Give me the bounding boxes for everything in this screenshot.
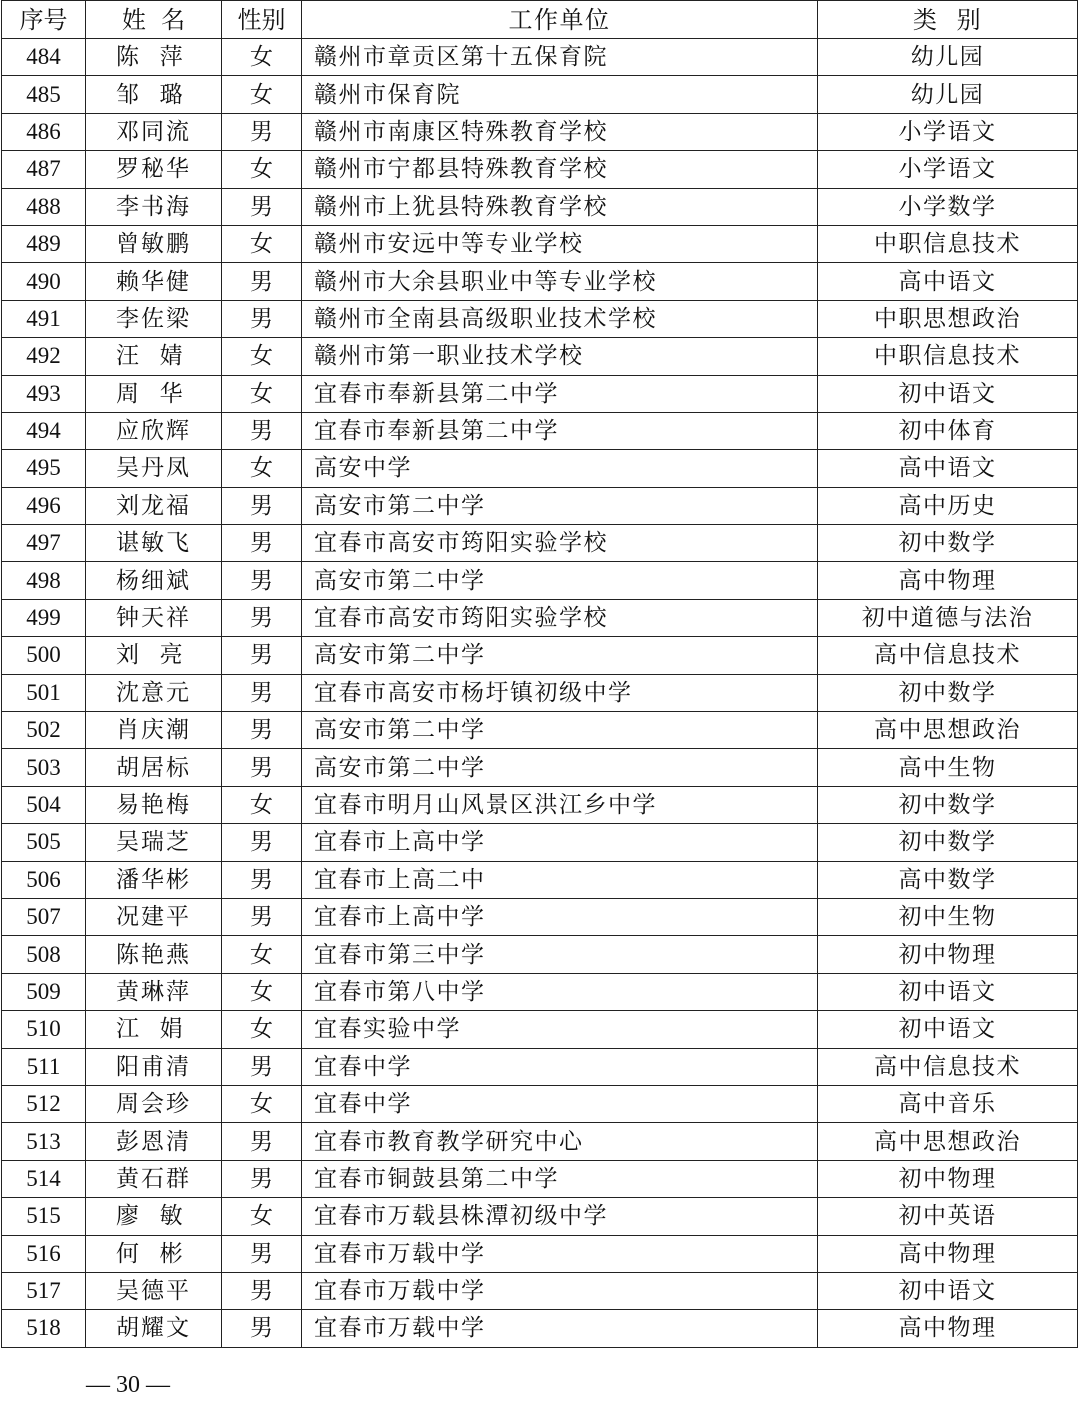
cell-name: 邓同流	[86, 113, 222, 150]
cell-no: 487	[2, 151, 86, 188]
table-row	[2, 637, 1078, 674]
cell-unit: 宜春市上高中学	[302, 824, 818, 861]
table-row	[2, 487, 1078, 524]
cell-name: 吴瑞芝	[86, 824, 222, 861]
table-row	[2, 824, 1078, 861]
cell-unit: 高安市第二中学	[302, 749, 818, 786]
cell-gender: 男	[222, 1160, 302, 1197]
cell-no: 489	[2, 225, 86, 262]
cell-unit: 赣州市第一职业技术学校	[302, 338, 818, 375]
cell-gender: 女	[222, 1011, 302, 1048]
cell-gender: 女	[222, 225, 302, 262]
table-row	[2, 338, 1078, 375]
cell-no: 507	[2, 898, 86, 935]
table-row	[2, 412, 1078, 449]
table-row	[2, 786, 1078, 823]
cell-name: 彭恩清	[86, 1123, 222, 1160]
cell-no: 511	[2, 1048, 86, 1085]
cell-no: 516	[2, 1235, 86, 1272]
cell-gender: 男	[222, 749, 302, 786]
cell-name: 汪 婧	[86, 338, 222, 375]
cell-no: 513	[2, 1123, 86, 1160]
table-row	[2, 525, 1078, 562]
cell-name: 沈意元	[86, 674, 222, 711]
table-row	[2, 1123, 1078, 1160]
cell-unit: 宜春市高安市筠阳实验学校	[302, 599, 818, 636]
cell-category: 高中物理	[818, 1310, 1078, 1347]
cell-category: 初中数学	[818, 674, 1078, 711]
cell-no: 491	[2, 300, 86, 337]
cell-no: 500	[2, 637, 86, 674]
cell-category: 初中语文	[818, 375, 1078, 412]
cell-gender: 女	[222, 151, 302, 188]
table-row	[2, 712, 1078, 749]
cell-unit: 宜春市万载中学	[302, 1272, 818, 1309]
cell-unit: 赣州市大余县职业中等专业学校	[302, 263, 818, 300]
cell-gender: 男	[222, 674, 302, 711]
cell-gender: 男	[222, 861, 302, 898]
cell-name: 刘 亮	[86, 637, 222, 674]
cell-no: 498	[2, 562, 86, 599]
cell-no: 502	[2, 712, 86, 749]
table-body	[2, 39, 1078, 1348]
cell-name: 周 华	[86, 375, 222, 412]
cell-category: 中职思想政治	[818, 300, 1078, 337]
cell-category: 高中信息技术	[818, 1048, 1078, 1085]
cell-gender: 男	[222, 300, 302, 337]
table-row	[2, 674, 1078, 711]
cell-category: 小学语文	[818, 151, 1078, 188]
cell-category: 初中体育	[818, 412, 1078, 449]
cell-gender: 男	[222, 712, 302, 749]
table-row	[2, 188, 1078, 225]
table-row	[2, 973, 1078, 1010]
cell-gender: 女	[222, 338, 302, 375]
cell-gender: 女	[222, 450, 302, 487]
cell-category: 初中语文	[818, 1272, 1078, 1309]
table-row	[2, 375, 1078, 412]
cell-gender: 男	[222, 824, 302, 861]
cell-no: 490	[2, 263, 86, 300]
cell-no: 484	[2, 39, 86, 76]
cell-name: 赖华健	[86, 263, 222, 300]
cell-no: 517	[2, 1272, 86, 1309]
cell-category: 初中生物	[818, 898, 1078, 935]
cell-unit: 高安市第二中学	[302, 637, 818, 674]
cell-name: 罗秘华	[86, 151, 222, 188]
cell-category: 高中生物	[818, 749, 1078, 786]
cell-unit: 宜春市高安市杨圩镇初级中学	[302, 674, 818, 711]
cell-category: 幼儿园	[818, 39, 1078, 76]
cell-gender: 男	[222, 562, 302, 599]
cell-name: 廖 敏	[86, 1198, 222, 1235]
cell-no: 493	[2, 375, 86, 412]
cell-category: 幼儿园	[818, 76, 1078, 113]
cell-unit: 宜春市上高中学	[302, 898, 818, 935]
table-row	[2, 1085, 1078, 1122]
cell-no: 506	[2, 861, 86, 898]
cell-unit: 宜春市万载中学	[302, 1310, 818, 1347]
table-row	[2, 749, 1078, 786]
cell-name: 易艳梅	[86, 786, 222, 823]
cell-unit: 赣州市宁都县特殊教育学校	[302, 151, 818, 188]
table-row	[2, 1198, 1078, 1235]
cell-unit: 赣州市章贡区第十五保育院	[302, 39, 818, 76]
cell-gender: 男	[222, 263, 302, 300]
cell-no: 512	[2, 1085, 86, 1122]
roster-table	[1, 0, 1078, 1348]
cell-gender: 男	[222, 188, 302, 225]
cell-name: 应欣辉	[86, 412, 222, 449]
cell-no: 485	[2, 76, 86, 113]
cell-no: 499	[2, 599, 86, 636]
cell-gender: 男	[222, 898, 302, 935]
cell-name: 潘华彬	[86, 861, 222, 898]
header-category: 类 别	[818, 1, 1078, 39]
header-gender: 性别	[222, 1, 302, 39]
table-row	[2, 225, 1078, 262]
cell-no: 495	[2, 450, 86, 487]
cell-gender: 男	[222, 113, 302, 150]
cell-unit: 宜春市第八中学	[302, 973, 818, 1010]
cell-gender: 男	[222, 1123, 302, 1160]
cell-gender: 女	[222, 1198, 302, 1235]
cell-gender: 男	[222, 1272, 302, 1309]
cell-unit: 宜春市铜鼓县第二中学	[302, 1160, 818, 1197]
cell-unit: 赣州市全南县高级职业技术学校	[302, 300, 818, 337]
cell-name: 陈 萍	[86, 39, 222, 76]
cell-name: 李书海	[86, 188, 222, 225]
cell-name: 何 彬	[86, 1235, 222, 1272]
cell-no: 509	[2, 973, 86, 1010]
table-row	[2, 300, 1078, 337]
cell-name: 吴丹凤	[86, 450, 222, 487]
table-row	[2, 1310, 1078, 1347]
table-row	[2, 936, 1078, 973]
table-row	[2, 1048, 1078, 1085]
cell-category: 高中物理	[818, 1235, 1078, 1272]
cell-unit: 赣州市保育院	[302, 76, 818, 113]
table-row	[2, 1011, 1078, 1048]
cell-no: 503	[2, 749, 86, 786]
table-row	[2, 39, 1078, 76]
table-row	[2, 898, 1078, 935]
table-row	[2, 76, 1078, 113]
cell-no: 515	[2, 1198, 86, 1235]
cell-unit: 宜春市万载县株潭初级中学	[302, 1198, 818, 1235]
cell-no: 488	[2, 188, 86, 225]
cell-unit: 赣州市安远中等专业学校	[302, 225, 818, 262]
cell-category: 高中语文	[818, 450, 1078, 487]
table-row	[2, 562, 1078, 599]
table-row	[2, 263, 1078, 300]
cell-unit: 赣州市南康区特殊教育学校	[302, 113, 818, 150]
cell-no: 497	[2, 525, 86, 562]
table-header-row	[2, 1, 1078, 39]
cell-name: 钟天祥	[86, 599, 222, 636]
cell-category: 初中物理	[818, 936, 1078, 973]
cell-name: 曾敏鹏	[86, 225, 222, 262]
cell-category: 小学语文	[818, 113, 1078, 150]
page-number: — 30 —	[86, 1372, 170, 1398]
cell-category: 初中物理	[818, 1160, 1078, 1197]
cell-no: 514	[2, 1160, 86, 1197]
cell-category: 小学数学	[818, 188, 1078, 225]
cell-category: 初中数学	[818, 824, 1078, 861]
cell-no: 496	[2, 487, 86, 524]
cell-unit: 高安市第二中学	[302, 487, 818, 524]
cell-category: 中职信息技术	[818, 225, 1078, 262]
cell-unit: 宜春市奉新县第二中学	[302, 412, 818, 449]
cell-category: 初中数学	[818, 786, 1078, 823]
cell-name: 谌敏飞	[86, 525, 222, 562]
cell-category: 高中信息技术	[818, 637, 1078, 674]
cell-category: 高中数学	[818, 861, 1078, 898]
cell-category: 高中语文	[818, 263, 1078, 300]
table-row	[2, 450, 1078, 487]
table-row	[2, 1235, 1078, 1272]
cell-gender: 女	[222, 1085, 302, 1122]
cell-category: 初中语文	[818, 973, 1078, 1010]
table-row	[2, 1272, 1078, 1309]
cell-no: 501	[2, 674, 86, 711]
cell-unit: 宜春市明月山风景区洪江乡中学	[302, 786, 818, 823]
table-row	[2, 861, 1078, 898]
cell-name: 江 娟	[86, 1011, 222, 1048]
cell-category: 高中历史	[818, 487, 1078, 524]
cell-gender: 女	[222, 786, 302, 823]
cell-name: 吴德平	[86, 1272, 222, 1309]
cell-name: 李佐梁	[86, 300, 222, 337]
cell-no: 494	[2, 412, 86, 449]
table-row	[2, 1160, 1078, 1197]
cell-no: 510	[2, 1011, 86, 1048]
cell-unit: 高安市第二中学	[302, 562, 818, 599]
cell-gender: 男	[222, 599, 302, 636]
cell-no: 486	[2, 113, 86, 150]
cell-unit: 宜春市万载中学	[302, 1235, 818, 1272]
cell-name: 胡耀文	[86, 1310, 222, 1347]
cell-unit: 宜春市教育教学研究中心	[302, 1123, 818, 1160]
cell-unit: 宜春市奉新县第二中学	[302, 375, 818, 412]
cell-unit: 赣州市上犹县特殊教育学校	[302, 188, 818, 225]
cell-no: 508	[2, 936, 86, 973]
cell-unit: 宜春中学	[302, 1048, 818, 1085]
cell-gender: 男	[222, 1048, 302, 1085]
header-unit: 工作单位	[302, 1, 818, 39]
cell-name: 邹 璐	[86, 76, 222, 113]
table-row	[2, 599, 1078, 636]
cell-gender: 男	[222, 1235, 302, 1272]
table-row	[2, 113, 1078, 150]
cell-name: 况建平	[86, 898, 222, 935]
cell-gender: 男	[222, 487, 302, 524]
cell-name: 胡居标	[86, 749, 222, 786]
cell-name: 黄石群	[86, 1160, 222, 1197]
cell-no: 504	[2, 786, 86, 823]
cell-name: 阳甫清	[86, 1048, 222, 1085]
cell-gender: 男	[222, 1310, 302, 1347]
cell-name: 陈艳燕	[86, 936, 222, 973]
header-name: 姓 名	[86, 1, 222, 39]
cell-category: 高中思想政治	[818, 712, 1078, 749]
table-row	[2, 151, 1078, 188]
cell-name: 周会珍	[86, 1085, 222, 1122]
cell-category: 中职信息技术	[818, 338, 1078, 375]
cell-unit: 宜春市上高二中	[302, 861, 818, 898]
cell-gender: 女	[222, 39, 302, 76]
cell-name: 肖庆潮	[86, 712, 222, 749]
cell-unit: 宜春市第三中学	[302, 936, 818, 973]
cell-gender: 男	[222, 637, 302, 674]
cell-category: 高中物理	[818, 562, 1078, 599]
cell-category: 初中数学	[818, 525, 1078, 562]
cell-gender: 女	[222, 973, 302, 1010]
cell-category: 初中语文	[818, 1011, 1078, 1048]
cell-name: 黄琳萍	[86, 973, 222, 1010]
cell-no: 492	[2, 338, 86, 375]
cell-gender: 男	[222, 412, 302, 449]
cell-unit: 宜春市高安市筠阳实验学校	[302, 525, 818, 562]
cell-unit: 宜春实验中学	[302, 1011, 818, 1048]
cell-gender: 女	[222, 375, 302, 412]
cell-unit: 宜春中学	[302, 1085, 818, 1122]
cell-no: 505	[2, 824, 86, 861]
cell-unit: 高安市第二中学	[302, 712, 818, 749]
cell-name: 刘龙福	[86, 487, 222, 524]
cell-no: 518	[2, 1310, 86, 1347]
cell-gender: 女	[222, 936, 302, 973]
cell-gender: 男	[222, 525, 302, 562]
cell-category: 初中道德与法治	[818, 599, 1078, 636]
cell-category: 高中音乐	[818, 1085, 1078, 1122]
cell-category: 初中英语	[818, 1198, 1078, 1235]
cell-unit: 高安中学	[302, 450, 818, 487]
header-no: 序号	[2, 1, 86, 39]
cell-name: 杨细斌	[86, 562, 222, 599]
cell-gender: 女	[222, 76, 302, 113]
cell-category: 高中思想政治	[818, 1123, 1078, 1160]
